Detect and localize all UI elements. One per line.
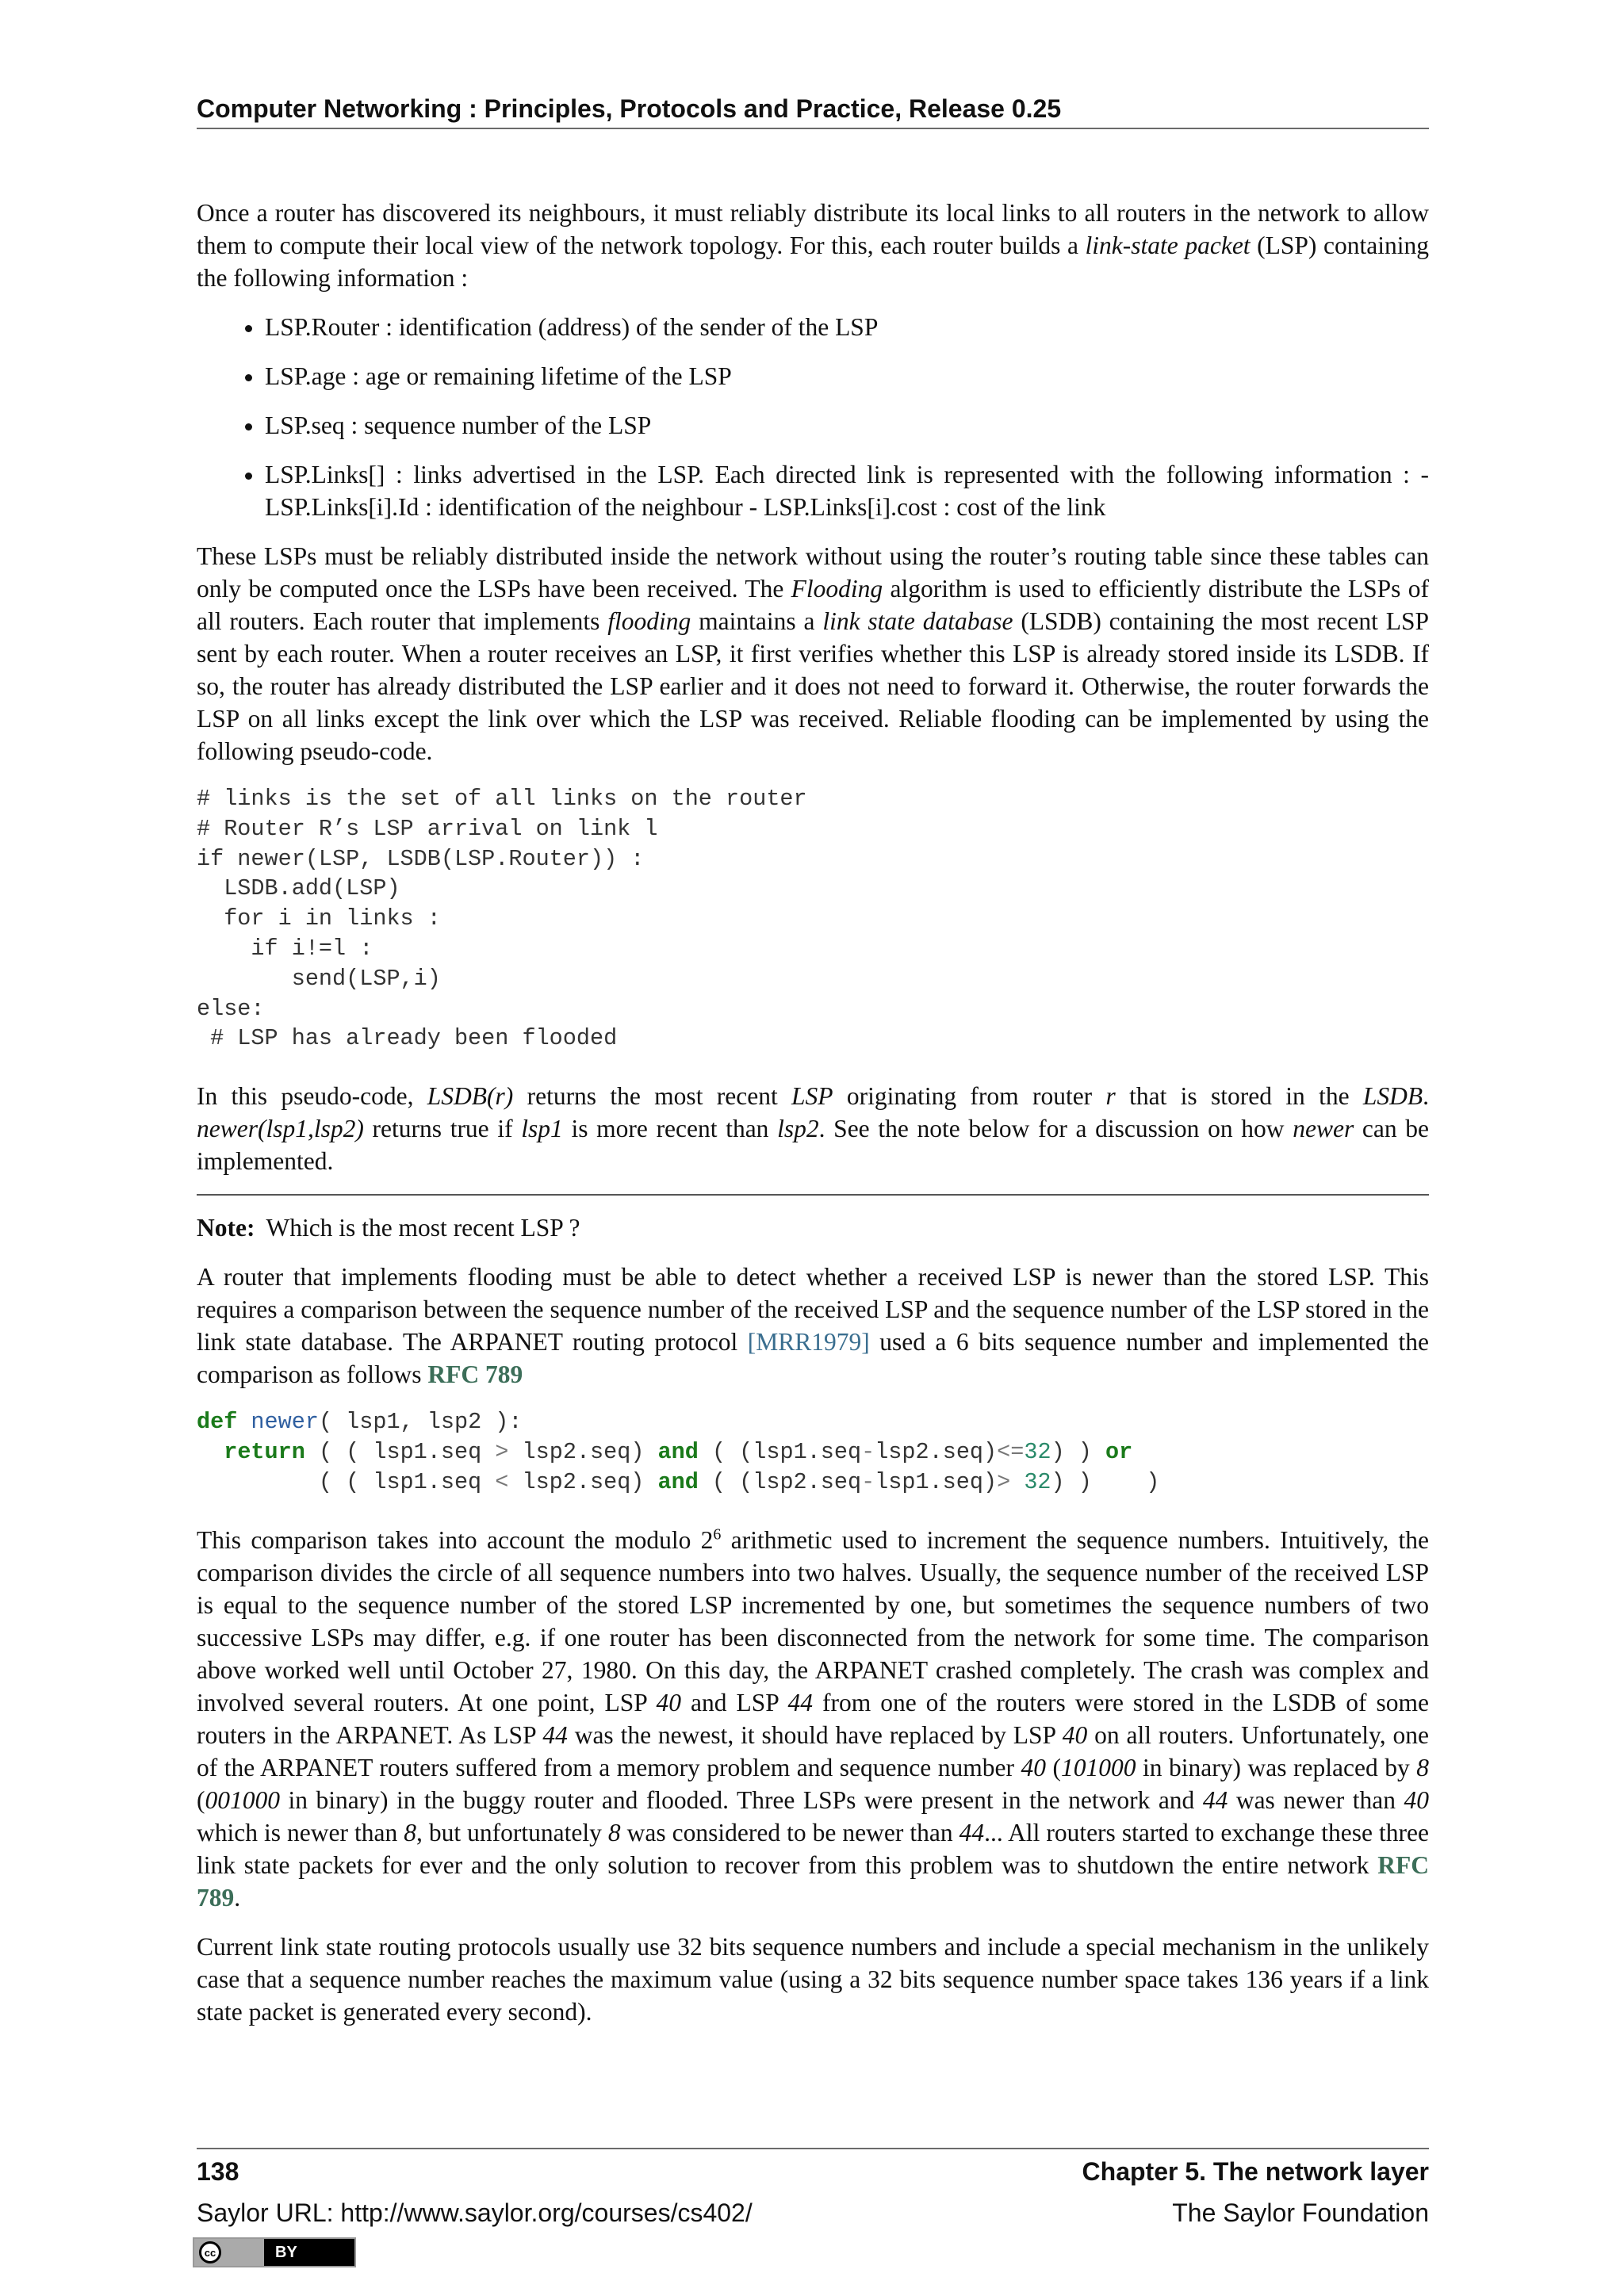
intro-paragraph: Once a router has discovered its neighbours, it must reliably distribute its local links to all routers in the network to allow them to compute their local view of the network topology. For this, each router builds a link-state packet (LSP) containing the following information : xyxy=(197,199,1429,292)
cc-icon: cc xyxy=(199,2241,221,2263)
note-label: Note: xyxy=(197,1214,255,1242)
saylor-url[interactable]: Saylor URL: http://www.saylor.org/courses/cs402/ xyxy=(197,2198,753,2227)
note-paragraph: A router that implements flooding must be able to detect whether a received LSP is newer than the stored LSP. This requires a comparison between the sequence number of the received LSP and the sequence number of the LSP stored in the link state database. The ARPANET routing protocol [MRR1979] used a 6 bits sequence number and implemented the comparison as follows RFC 789 xyxy=(197,1263,1429,1389)
list-item: • LSP.Router : identification (address) of the sender of the LSP xyxy=(265,311,1429,343)
list-item: • LSP.Links[] : links advertised in the LSP. Each directed link is represented with the following information : - LSP.Links[i].Id : identification of the neighbour - LSP.Links[i].cost : cost of the link xyxy=(265,458,1429,523)
flooding-paragraph: These LSPs must be reliably distributed inside the network without using the router’s routing table since these tables can only be computed once the LSPs have been received. The Flooding algorithm is used to efficiently distribute the LSPs of all routers. Each router that implements flooding maintains a link state database (LSDB) containing the most recent LSP sent by each router. When a router receives an LSP, it first verifies whether this LSP is already stored inside its LSDB. If so, the router has already distributed the LSP earlier and it does not need to forward it. Otherwise, the router forwards the LSP on all links except the link over which the LSP was received. Reliable flooding can be implemented by using the following pseudo-code. xyxy=(197,542,1429,765)
rfc-link[interactable]: RFC 789 xyxy=(427,1360,523,1389)
cc-license-badge[interactable] xyxy=(193,2237,356,2267)
note-box xyxy=(197,1194,1429,2027)
footer-divider xyxy=(197,2148,1429,2149)
history-paragraph: This comparison takes into account the modulo $2^6$ arithmetic used to increment the sequence numbers. Intuitively, the comparison divides the circle of all sequence numbers into two halves. Usually, the sequence number of the received LSP is equal to the sequence number of the stored LSP incremented by one, but sometimes the sequence numbers of two successive LSPs may differ, e.g. if one router has been disconnected from the network for some time. The comparison above worked well until October 27, 1980. On this day, the ARPANET crashed completely. The crash was complex and involved several routers. At one point, LSP 40 and LSP 44 from one of the routers were stored in the LSDB of some routers in the ARPANET. As LSP 44 was the newest, it should have replaced by LSP 40 on all routers. Unfortunately, one of the ARPANET routers suffered from a memory problem and sequence number 40 (101000 in binary) was replaced by 8 (001000 in binary) in the buggy router and flooded. Three LSPs were present in the network and 44 was newer than 40 which is newer than 8, but unfortunately 8 was considered to be newer than 44... All routers started to exchange these three link state packets for ever and the only solution to recover from this problem was to shutdown the entire network RFC 789. xyxy=(197,1525,1430,1911)
list-item: • LSP.age : age or remaining lifetime of the LSP xyxy=(265,360,1429,392)
note-title: Which is the most recent LSP ? xyxy=(266,1214,580,1242)
rfc-link[interactable]: RFC 789 xyxy=(197,1850,1429,1911)
list-item: • LSP.seq : sequence number of the LSP xyxy=(265,409,1429,442)
pseudocode-block: # links is the set of all links on the router # Router R’s LSP arrival on link l if newer(LSP, LSDB(LSP.Router)) : LSDB.add(LSP) for i in links : if i!=l : send(LSP,i) else: # LSP has already been flooded xyxy=(197,786,807,1052)
note-heading xyxy=(197,1211,1429,1244)
page-number: 138 xyxy=(197,2157,239,2186)
foundation-name: The Saylor Foundation xyxy=(1172,2198,1429,2227)
by-label: BY xyxy=(275,2243,297,2261)
lsp-field-list xyxy=(197,311,1429,523)
running-header: Computer Networking : Principles, Protocols and Practice, Release 0.25 xyxy=(197,92,1429,129)
page-body xyxy=(197,197,1429,2045)
chapter-title: Chapter 5. The network layer xyxy=(1082,2157,1429,2186)
footer-row-primary xyxy=(197,2155,1429,2188)
newer-code-block: def newer( lsp1, lsp2 ): return ( ( lsp1.seq > lsp2.seq) and ( (lsp1.seq-lsp2.seq)<=32) ) or ( ( lsp1.seq < lsp2.seq) and ( (lsp2.seq-lsp1.seq)> 32) ) ) xyxy=(197,1409,1160,1495)
current-protocols-paragraph: Current link state routing protocols usually use 32 bits sequence numbers and include a special mechanism in the unlikely case that a sequence number reaches the maximum value (using a 32 bits sequence number space takes 136 years if a link state packet is generated every second). xyxy=(197,1932,1429,2026)
explanation-paragraph: In this pseudo-code, LSDB(r) returns the most recent LSP originating from router r that is stored in the LSDB. newer(lsp1,lsp2) returns true if lsp1 is more recent than lsp2. See the note below for a discussion on how newer can be implemented. xyxy=(197,1082,1430,1176)
citation-link[interactable]: [MRR1979] xyxy=(747,1328,870,1357)
footer-row-secondary xyxy=(197,2196,1429,2229)
